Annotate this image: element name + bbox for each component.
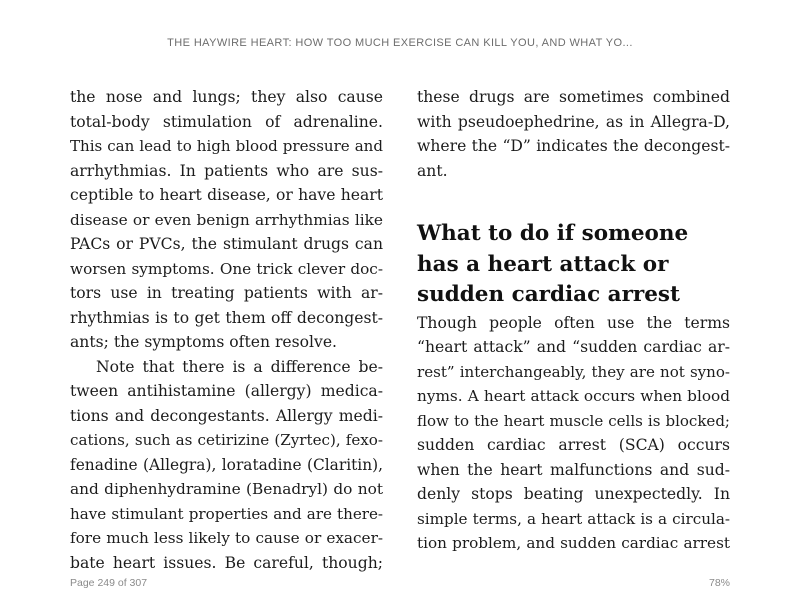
text-line: tors use in treating patients with ar- bbox=[70, 284, 383, 302]
running-header-title: THE HAYWIRE HEART: HOW TOO MUCH EXERCISE CAN KILL YOU, AND WHAT YO... bbox=[167, 37, 633, 49]
text-line: sudden cardiac arrest (SCA) occurs bbox=[417, 436, 730, 454]
heading-line: has a heart attack or bbox=[417, 251, 669, 277]
text-line: flow to the heart muscle cells is blocked; bbox=[417, 411, 730, 430]
text-line: tween antihistamine (allergy) medica- bbox=[70, 382, 383, 400]
text-line: tion problem, and sudden cardiac arrest bbox=[417, 534, 730, 552]
text-line: total-body stimulation of adrenaline. bbox=[70, 112, 383, 131]
text-line: tions and decongestants. Allergy medi- bbox=[70, 406, 383, 425]
text-line: cations, such as cetirizine (Zyrtec), fexo- bbox=[70, 431, 383, 449]
text-line: with pseudoephedrine, as in Allegra-D, bbox=[417, 112, 730, 131]
text-line: have stimulant properties and are there- bbox=[70, 504, 383, 523]
text-line: worsen symptoms. One trick clever doc- bbox=[70, 259, 383, 278]
text-line: rest” interchangeably, they are not syno- bbox=[417, 362, 730, 381]
text-line: disease or even benign arrhythmias like bbox=[70, 210, 383, 229]
left-text-column bbox=[70, 85, 383, 575]
text-line: This can lead to high blood pressure and bbox=[70, 137, 383, 155]
right-text-column bbox=[417, 85, 730, 556]
text-line: when the heart malfunctions and sud- bbox=[417, 460, 730, 479]
paragraph-continuation bbox=[70, 85, 383, 355]
text-line: ceptible to heart disease, or have heart bbox=[70, 186, 383, 204]
text-line: ants; the symptoms often resolve. bbox=[70, 333, 338, 351]
text-line: denly stops beating unexpectedly. In bbox=[417, 485, 730, 503]
text-line: PACs or PVCs, the stimulant drugs can bbox=[70, 235, 383, 253]
text-line: and diphenhydramine (Benadryl) do not bbox=[70, 480, 383, 498]
paragraph-allegra-d bbox=[417, 85, 730, 183]
progress-percent: 78% bbox=[708, 577, 730, 589]
text-line: Note that there is a difference be- bbox=[96, 357, 383, 376]
text-line: fore much less likely to cause or exacer- bbox=[70, 529, 383, 547]
text-line: bate heart issues. Be careful, though; bbox=[70, 553, 383, 572]
paragraph-antihistamine-note bbox=[70, 355, 383, 576]
text-line: “heart attack” and “sudden cardiac ar- bbox=[417, 338, 730, 356]
page-indicator: Page 249 of 307 bbox=[70, 577, 148, 589]
paragraph-heart-attack-vs-sca bbox=[417, 311, 730, 556]
text-line: arrhythmias. In patients who are sus- bbox=[70, 161, 383, 180]
text-line: rhythmias is to get them off decongest- bbox=[70, 308, 383, 327]
text-line: Though people often use the terms bbox=[417, 313, 730, 332]
text-line: the nose and lungs; they also cause bbox=[70, 88, 383, 106]
text-line: simple terms, a heart attack is a circula- bbox=[417, 509, 730, 528]
section-heading bbox=[417, 219, 730, 311]
heading-line: What to do if someone bbox=[417, 221, 689, 246]
text-line: nyms. A heart attack occurs when blood bbox=[417, 387, 730, 405]
text-line: where the “D” indicates the decongest- bbox=[417, 137, 730, 155]
heading-line: sudden cardiac arrest bbox=[417, 282, 680, 307]
text-line: fenadine (Allegra), loratadine (Claritin), bbox=[70, 455, 383, 474]
text-line: these drugs are sometimes combined bbox=[417, 88, 730, 106]
text-line: ant. bbox=[417, 161, 448, 180]
